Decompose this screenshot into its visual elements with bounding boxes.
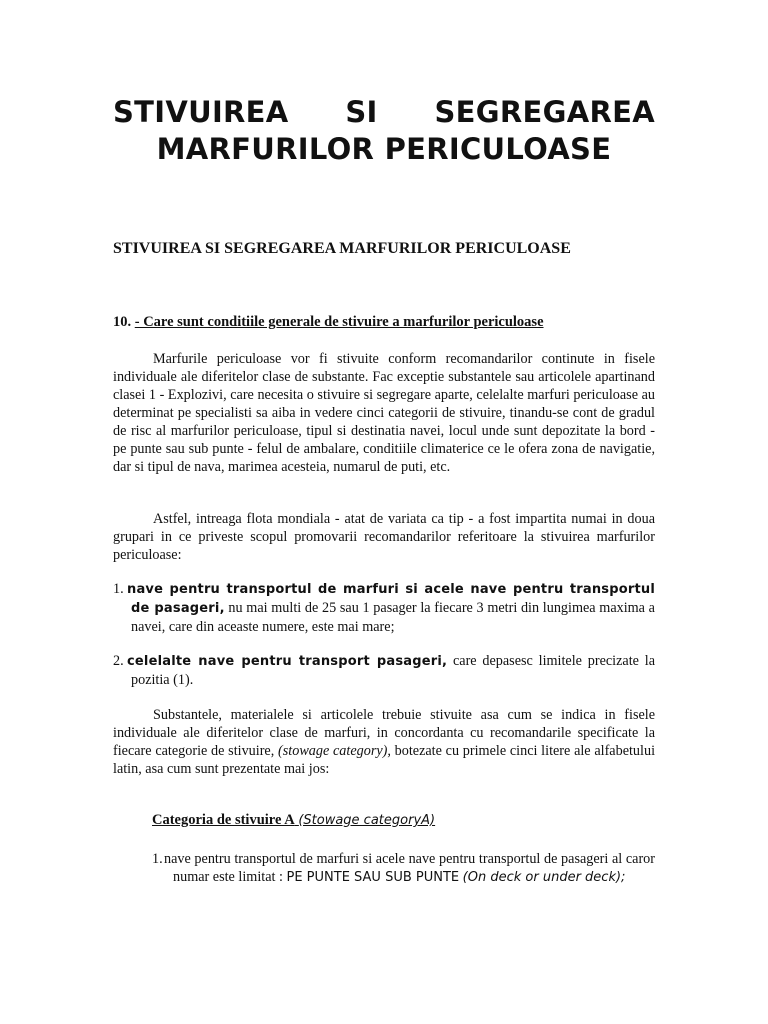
- category-item-marker: 1.: [152, 851, 163, 867]
- paragraph-1: Marfurile periculoase vor fi stivuite conform recomandarilor continute in fisele individuale ale diferitelor clase de substante. Fac exceptie substantele sau articolele apartinand clasei 1 - Explozivi, care necesita o stivuire si segregare aparte, celelalte marfuri periculoase au determinat pe specialisti sa aiba in vedere cinci categorii de stivuire, tinandu-se cont de gradul de risc al marfurilor periculoase, tipul si destinatia navei, locul unde sunt depozitate la bord - pe punte sau sub punte - felul de ambalare, conditiile climaterice ce le ofera zona de navigatie, dar si tipul de nava, marimea acesteia, numarul de puti, etc.: [113, 351, 655, 475]
- main-title: [113, 94, 655, 168]
- list-item: [113, 580, 655, 636]
- list-item-text: care depasesc limitele precizate la pozitia (1).: [131, 653, 655, 688]
- paragraph-3-text: Substantele, materialele si articolele trebuie stivuite asa cum se indica in fisele individuale ale diferitelor clase de marfuri, in concordanta cu recomandarile specificate la fiecare categorie de stivuire,: [113, 707, 655, 759]
- title-word: STIVUIREA: [113, 95, 289, 129]
- paragraph-3-text-end: botezate cu primele cinci litere ale alfabetului latin, asa cum sunt prezentate mai jos:: [113, 743, 656, 777]
- category-heading: [152, 812, 652, 829]
- list-item-bold: celelalte nave pentru transport pasageri,: [127, 654, 448, 669]
- category-item-italic: (On deck or under deck);: [462, 870, 626, 885]
- category-heading-italic: (Stowage categoryA): [298, 813, 436, 828]
- category-item: [152, 850, 655, 887]
- question-number: 10.: [113, 314, 132, 330]
- category-item-caps: PE PUNTE SAU SUB PUNTE: [286, 870, 460, 885]
- paragraph-3: [113, 706, 655, 778]
- paragraph-3-italic: (stowage category),: [278, 743, 391, 759]
- list-item: [113, 652, 655, 689]
- main-title-line-1: [113, 94, 655, 131]
- list-marker: 2.: [113, 653, 124, 669]
- question-text: - Care sunt conditiile generale de stivuire a marfurilor periculoase: [134, 314, 544, 330]
- category-item-text: nave pentru transportul de marfuri si acele nave pentru transportul de pasageri al caror numar este limitat :: [164, 851, 655, 885]
- title-word: SEGREGAREA: [434, 95, 655, 129]
- category-heading-label: Categoria de stivuire A: [152, 812, 295, 828]
- question-heading: [113, 314, 673, 331]
- paragraph-2: Astfel, intreaga flota mondiala - atat de variata ca tip - a fost impartita numai in doua grupari in ce priveste scopul promovarii recomandarilor referitoare la stivuirea marfurilor periculoase:: [113, 511, 655, 563]
- section-subtitle: STIVUIREA SI SEGREGAREA MARFURILOR PERICULOASE: [113, 240, 571, 257]
- list-marker: 1.: [113, 581, 124, 597]
- list-item-text: nu mai multi de 25 sau 1 pasager la fiecare 3 metri din lungimea maxima a navei, care din aceaste numere, este mai mare;: [131, 600, 655, 635]
- main-title-line-2: MARFURILOR PERICULOASE: [156, 132, 612, 166]
- list-item-bold: nave pentru transportul de marfuri si acele nave pentru transportul de pasageri,: [127, 582, 655, 616]
- title-word: SI: [345, 95, 378, 129]
